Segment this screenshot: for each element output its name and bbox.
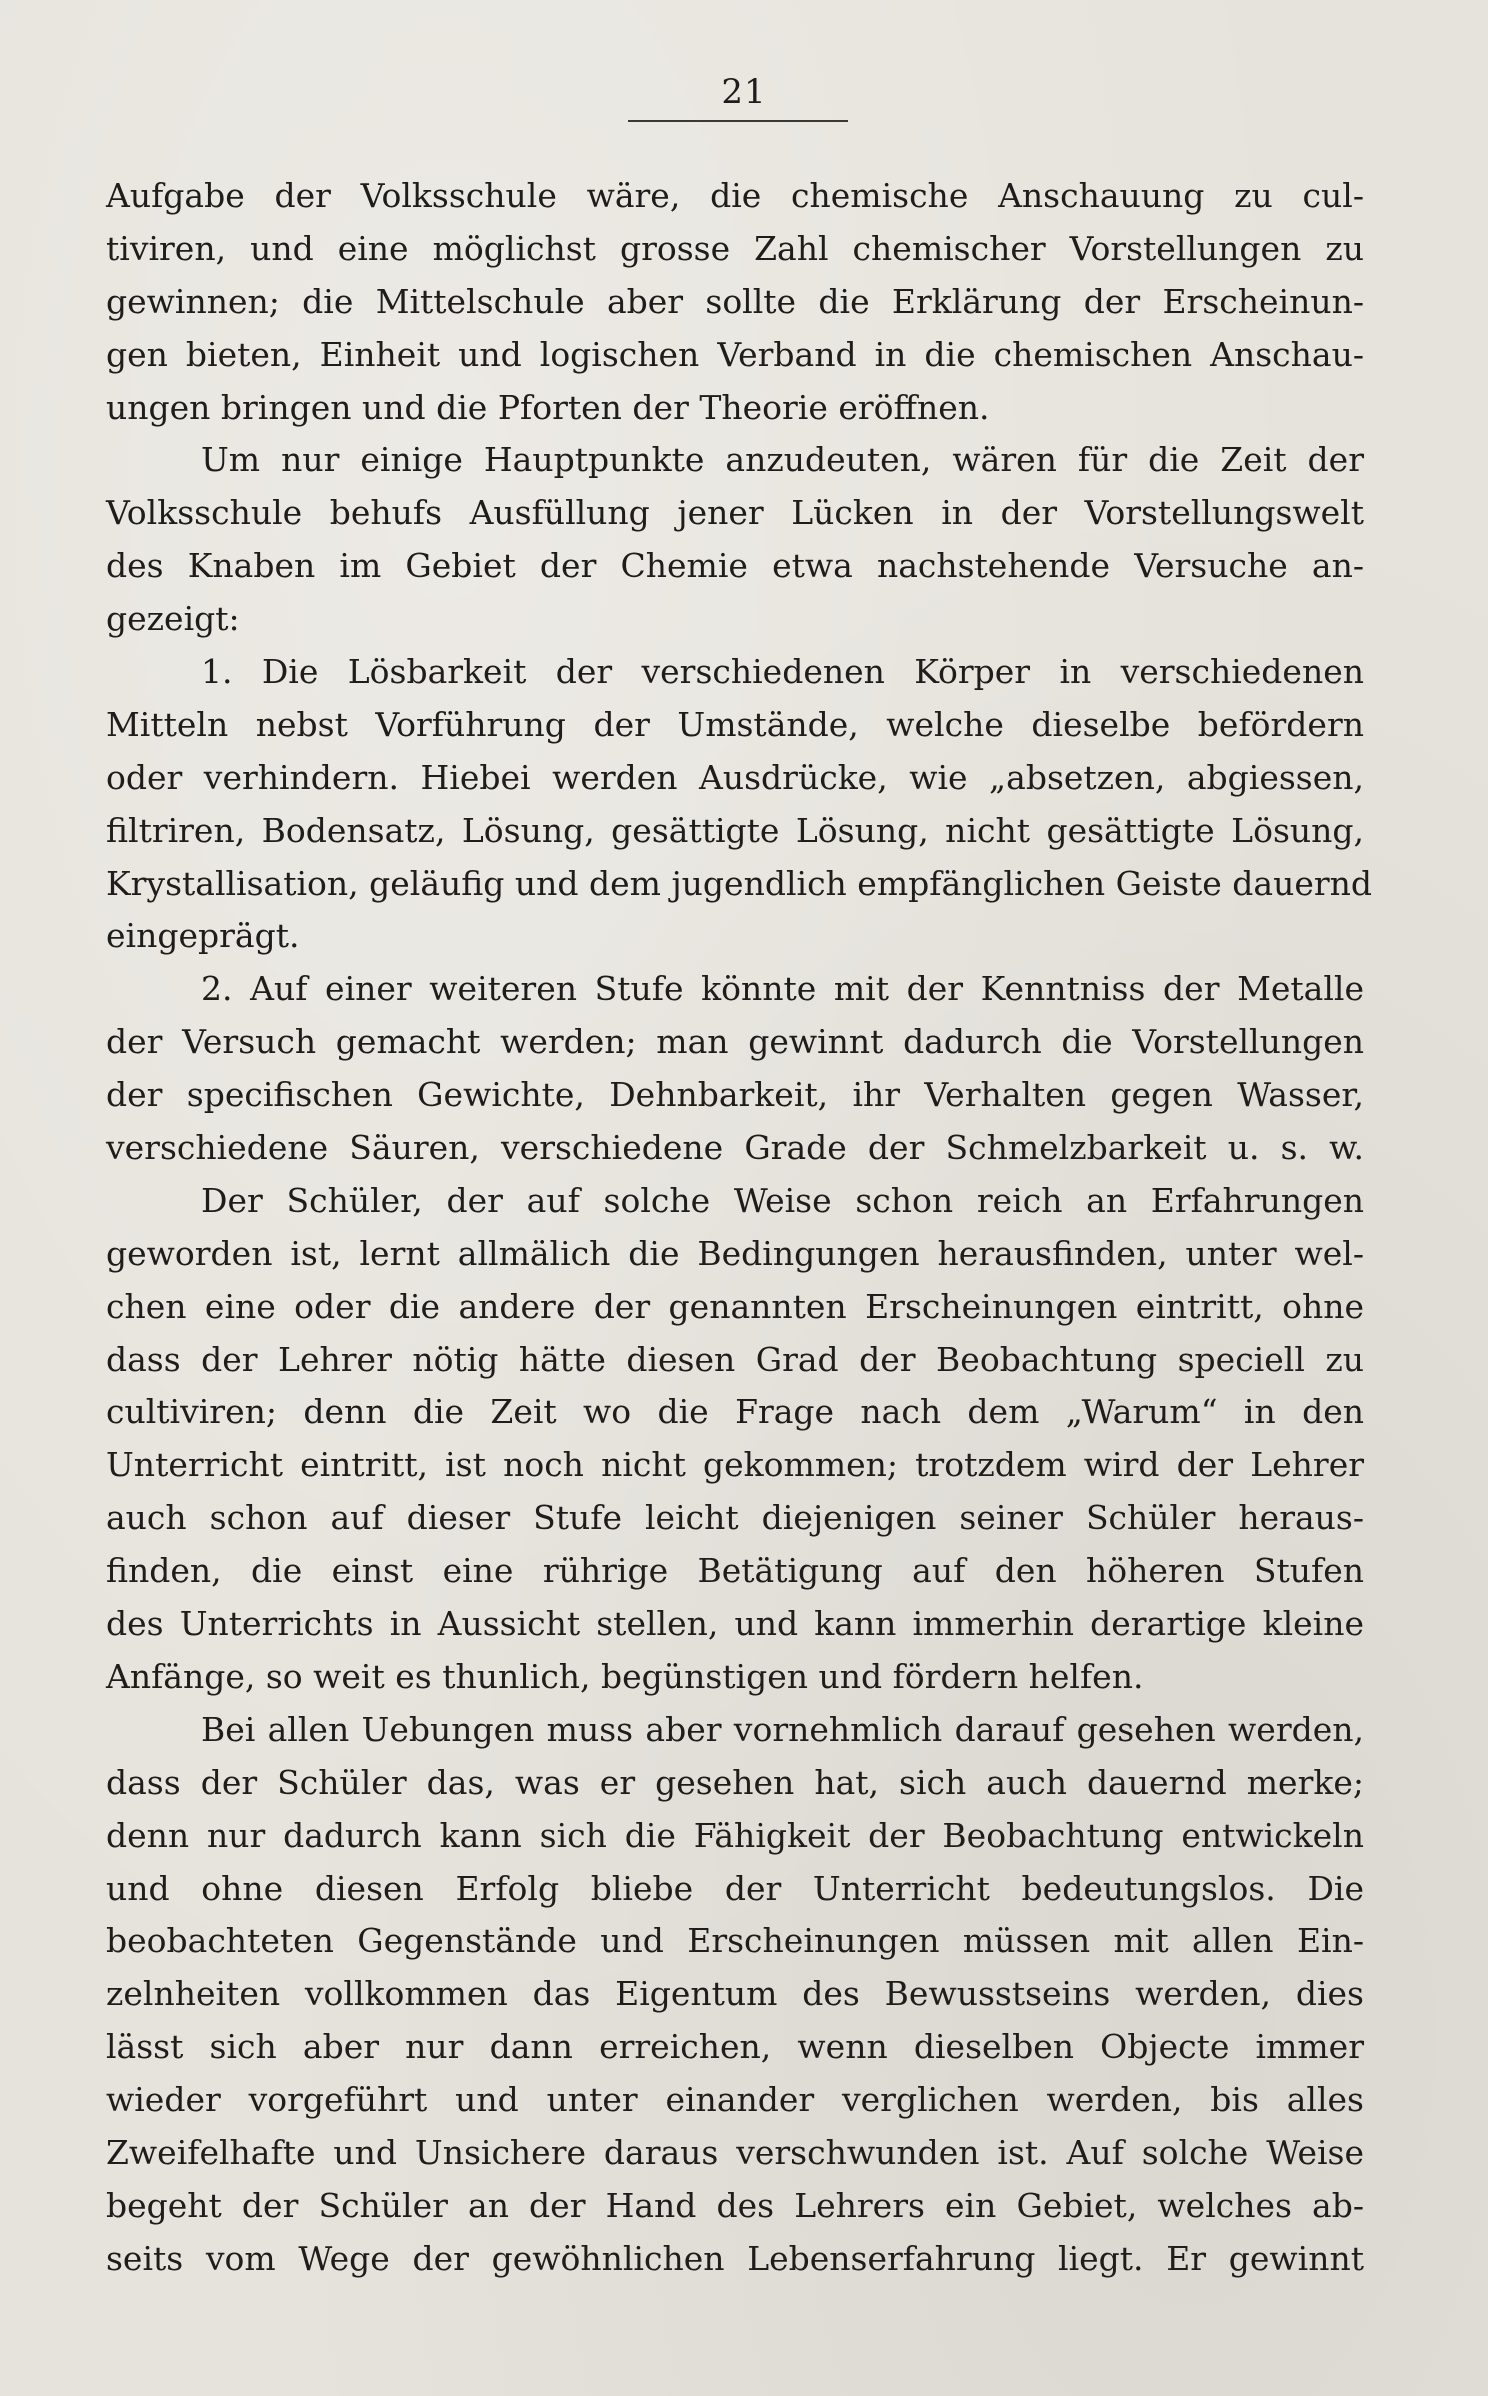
text-line: der Versuch gemacht werden; man gewinnt dadurch die Vorstellungen [106, 1022, 1364, 1062]
text-line: wieder vorgeführt und unter einander verglichen werden, bis alles [106, 2080, 1364, 2120]
text-line: Aufgabe der Volksschule wäre, die chemische Anschauung zu cul- [106, 176, 1364, 215]
text-line: eingeprägt. [106, 916, 300, 956]
text-line: gen bieten, Einheit und logischen Verband in die chemischen Anschau- [106, 334, 1364, 374]
text-line: 2. Auf einer weiteren Stufe könnte mit der Kenntniss der Metalle [201, 969, 1364, 1009]
text-line: geworden ist, lernt allmälich die Bedingungen herausfinden, unter wel- [106, 1233, 1364, 1273]
text-line: lässt sich aber nur dann erreichen, wenn dieselben Objecte immer [106, 2027, 1364, 2067]
text-line: cultiviren; denn die Zeit wo die Frage nach dem „Warum“ in den [106, 1392, 1364, 1432]
text-line: gewinnen; die Mittelschule aber sollte die Erklärung der Erscheinun- [106, 281, 1364, 321]
text-line: des Knaben im Gebiet der Chemie etwa nachstehende Versuche an- [106, 546, 1364, 586]
text-line: auch schon auf dieser Stufe leicht diejenigen seiner Schüler heraus- [106, 1498, 1364, 1538]
text-line: Unterricht eintritt, ist noch nicht gekommen; trotzdem wird der Lehrer [106, 1445, 1364, 1485]
text-line: filtriren, Bodensatz, Lösung, gesättigte Lösung, nicht gesättigte Lösung, [106, 810, 1364, 850]
text-line: verschiedene Säuren, verschiedene Grade der Schmelzbarkeit u. s. w. [106, 1128, 1364, 1168]
text-line: dass der Lehrer nötig hätte diesen Grad der Beobachtung speciell zu [106, 1339, 1364, 1379]
body-text [106, 170, 1373, 2286]
text-line: Anfänge, so weit es thunlich, begünstigen und fördern helfen. [106, 1656, 1144, 1696]
text-line: und ohne diesen Erfolg bliebe der Unterricht bedeutungslos. Die [106, 1868, 1364, 1908]
text-line: Der Schüler, der auf solche Weise schon reich an Erfahrungen [201, 1180, 1364, 1220]
text-line: des Unterrichts in Aussicht stellen, und kann immerhin derartige kleine [106, 1604, 1364, 1644]
text-line: seits vom Wege der gewöhnlichen Lebenserfahrung liegt. Er gewinnt [106, 2238, 1364, 2278]
text-line: begeht der Schüler an der Hand des Lehrers ein Gebiet, welches ab- [106, 2185, 1364, 2225]
text-line: tiviren, und eine möglichst grosse Zahl chemischer Vorstellungen zu [106, 228, 1364, 268]
text-line: beobachteten Gegenstände und Erscheinungen müssen mit allen Ein- [106, 1921, 1364, 1961]
text-line: denn nur dadurch kann sich die Fähigkeit der Beobachtung entwickeln [106, 1815, 1364, 1855]
text-line: Zweifelhafte und Unsichere daraus verschwunden ist. Auf solche Weise [106, 2132, 1364, 2172]
text-line: gezeigt: [106, 599, 240, 639]
text-line: Volksschule behufs Ausfüllung jener Lücken in der Vorstellungswelt [106, 493, 1364, 533]
text-line: dass der Schüler das, was er gesehen hat, sich auch dauernd merke; [106, 1762, 1364, 1802]
text-line: zelnheiten vollkommen das Eigentum des Bewusstseins werden, dies [106, 1974, 1364, 2014]
page-number-rule [628, 120, 848, 122]
text-line: Mitteln nebst Vorführung der Umstände, welche dieselbe befördern [106, 704, 1364, 744]
page-number: 21 [721, 72, 767, 112]
text-line: Um nur einige Hauptpunkte anzudeuten, wären für die Zeit der [201, 440, 1364, 480]
text-line: chen eine oder die andere der genannten Erscheinungen eintritt, ohne [106, 1286, 1364, 1326]
text-line: Krystallisation, geläufig und dem jugendlich empfänglichen Geiste dauernd [106, 863, 1373, 903]
text-line: finden, die einst eine rührige Betätigung auf den höheren Stufen [106, 1551, 1364, 1591]
text-line: der specifischen Gewichte, Dehnbarkeit, ihr Verhalten gegen Wasser, [106, 1075, 1364, 1115]
text-line: oder verhindern. Hiebei werden Ausdrücke, wie „absetzen, abgiessen, [106, 757, 1364, 797]
text-line: Bei allen Uebungen muss aber vornehmlich darauf gesehen werden, [201, 1709, 1364, 1749]
text-line: 1. Die Lösbarkeit der verschiedenen Körper in verschiedenen [201, 652, 1364, 692]
text-line: ungen bringen und die Pforten der Theorie eröffnen. [106, 387, 990, 427]
